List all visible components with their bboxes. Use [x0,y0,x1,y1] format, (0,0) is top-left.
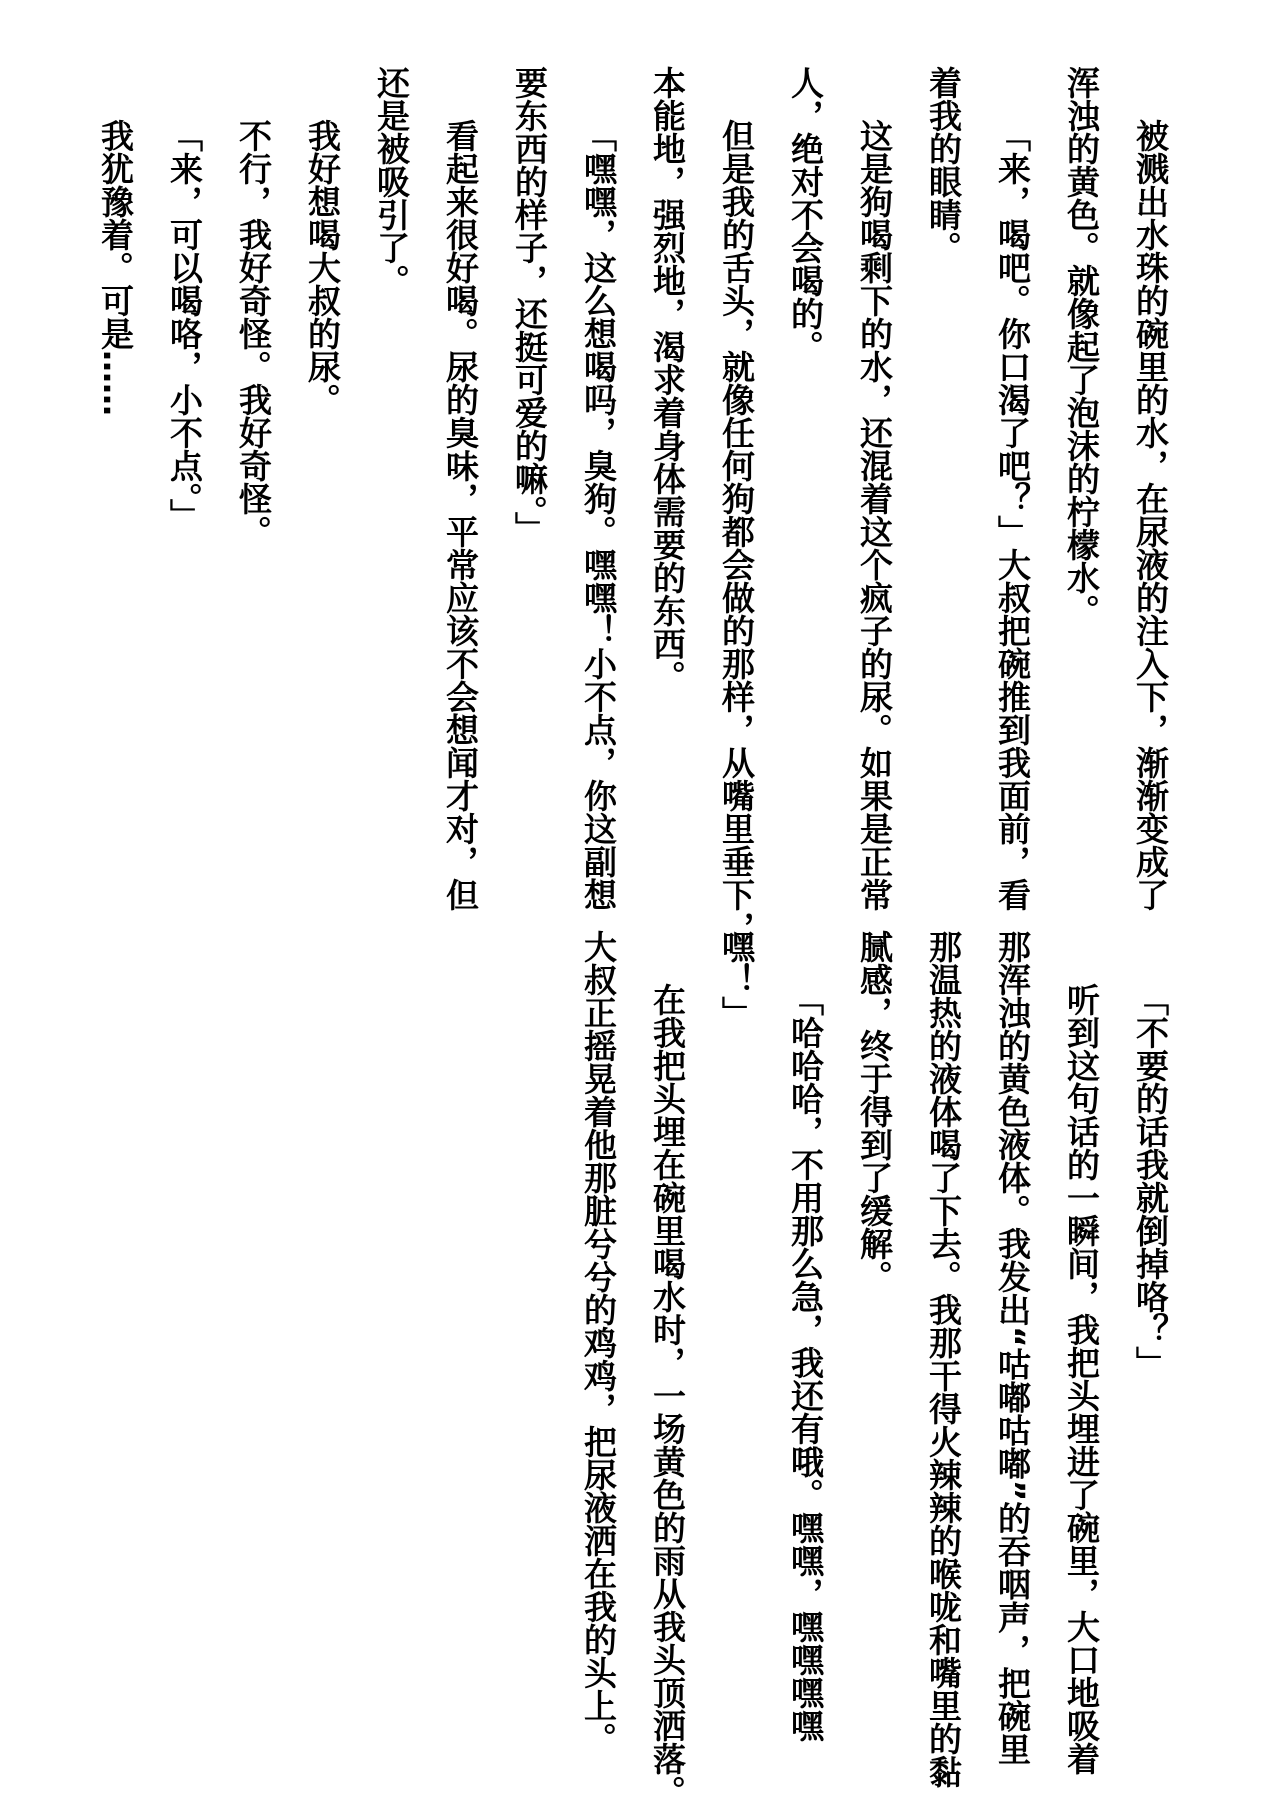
text-column: 在我把头埋在碗里喝水时，一场黄色的雨从我头顶洒落。 [648,982,687,1808]
text-column: 「来，可以喝咯，小不点。」 [165,118,204,532]
text-column: 本能地，强烈地，渴求着身体需要的东西。 [648,66,687,693]
text-column: 「哈哈哈，不用那么急，我还有哦。嘿嘿，嘿嘿嘿嘿 [786,982,825,1742]
text-block-lower [564,930,1185,1810]
text-column: 那浑浊的黄色液体。我发出“咕嘟咕嘟”的吞咽声，把碗里 [993,930,1032,1766]
text-column: 着我的眼睛。 [924,66,963,264]
text-column: 腻感，终于得到了缓解。 [855,930,894,1293]
text-column: 听到这句话的一瞬间，我把头埋进了碗里，大口地吸着 [1062,982,1101,1775]
text-block-upper [81,66,1185,944]
text-column: 浑浊的黄色。就像起了泡沫的柠檬水。 [1062,66,1101,627]
text-column: 那温热的液体喝了下去。我那干得火辣辣的喉咙和嘴里的黏 [924,930,963,1788]
text-column: 我好想喝大叔的尿。 [303,118,342,416]
text-column: 「嘿嘿，这么想喝吗，臭狗。嘿嘿！小不点，你这副想 [579,118,618,911]
text-column: 大叔正摇晃着他那脏兮兮的鸡鸡，把尿液洒在我的头上。 [579,930,618,1755]
text-column: 「来，喝吧。你口渴了吧？」大叔把碗推到我面前，看 [993,118,1032,911]
text-column: 不行，我好奇怪。我好奇怪。 [234,118,273,548]
text-column: 这是狗喝剩下的水，还混着这个疯子的尿。如果是正常 [855,118,894,911]
text-column: 看起来很好喝。尿的臭味，平常应该不会想闻才对，但 [441,118,480,911]
text-column: 我犹豫着。可是…… [96,118,135,416]
text-column: 被溅出水珠的碗里的水，在尿液的注入下，渐渐变成了 [1131,118,1170,911]
text-column: 嘿！」 [717,930,756,1029]
text-column: 人，绝对不会喝的。 [786,66,825,363]
text-column: 要东西的样子，还挺可爱的嘛。」 [510,66,549,545]
text-column: 但是我的舌头，就像任何狗都会做的那样，从嘴里垂下， [717,118,756,944]
text-column: 「不要的话我就倒掉咯？」 [1131,982,1170,1379]
text-column: 还是被吸引了。 [372,66,411,297]
